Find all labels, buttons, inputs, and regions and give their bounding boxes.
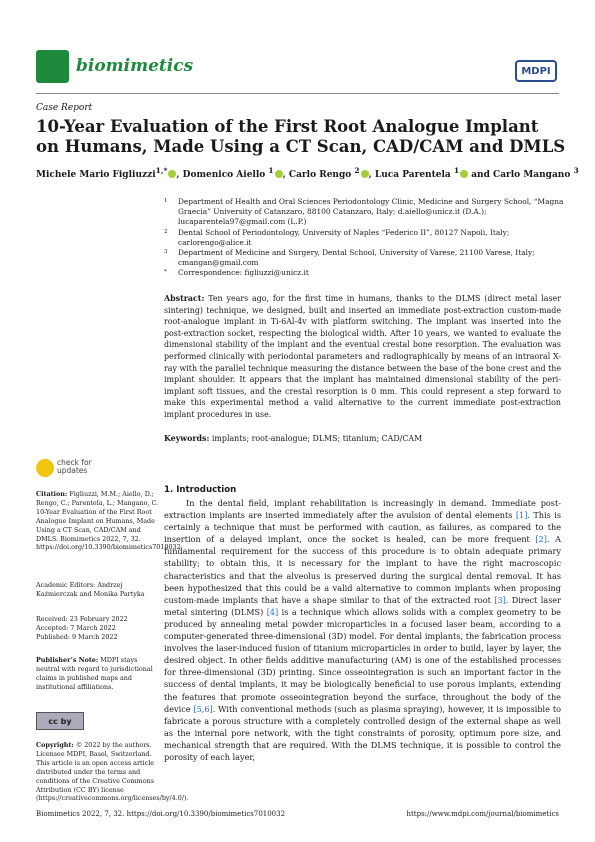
abstract <box>164 293 561 421</box>
citation-label: Citation: <box>36 490 68 498</box>
author-name[interactable]: Domenico Aiello <box>182 170 266 180</box>
reference-link[interactable]: [5,6] <box>193 703 213 714</box>
body-text: . This is certainly a technique that must be performed with caution, as failures, as compared to the insertion of a delayed implant, once the socket is healed, can be more frequent <box>164 510 561 545</box>
page-footer <box>36 810 559 818</box>
author-affil: 2 <box>354 166 360 175</box>
affiliation-row <box>164 228 564 248</box>
citation-text[interactable]: Figliuzzi, M.M.; Aiello, D.; Rengo, C.; Parentela, L.; Mangano, C. 10-Year Evaluation of the First Root Analogue Implant on Humans, Made Using a CT Scan, CAD/CAM and DMLS. Biomimetics 2022, 7, 32. https://doi.org/10.3390/biomimetics7010032 <box>36 490 181 552</box>
correspondence-text: Correspondence: figliuzzi@unicz.it <box>178 268 309 278</box>
affiliation-text: Department of Health and Oral Sciences Periodontology Clinic, Medicine and Surgery School, “Magna Graecia” University of Catanzaro, 88100 Catanzaro, Italy; d.aiello@unicz.it (D.A.); lucaparentela97@gmail.com (L.P.) <box>178 197 564 227</box>
affiliation-text: Department of Medicine and Surgery, Dental School, University of Varese, 21100 Varese, Italy; cmangan@gmail.com <box>178 248 535 268</box>
keywords <box>164 434 561 443</box>
affiliation-number: 1 <box>164 198 168 204</box>
author-name[interactable]: Carlo Rengo <box>288 170 352 180</box>
orcid-icon[interactable] <box>275 170 283 178</box>
orcid-icon[interactable] <box>361 170 369 178</box>
mdpi-logo: MDPI <box>515 60 557 82</box>
author-affil: 1 <box>268 166 274 175</box>
citation-block <box>36 490 181 552</box>
academic-editors: Academic Editors: Andrzej Kaźmierczak and Monika Partyka <box>36 581 145 598</box>
copyright-block <box>36 741 189 803</box>
reference-link[interactable]: [4] <box>266 606 279 617</box>
orcid-icon[interactable] <box>168 170 176 178</box>
check-updates-label[interactable]: check for updates <box>57 458 92 475</box>
keywords-label: Keywords: <box>164 434 210 443</box>
abstract-label: Abstract: <box>164 294 205 303</box>
body-text: . A fundamental requirement for the success of this procedure is to obtain adequate primary stability; to obtain this, it is necessary for the implant to have the right macroscopic characteristics and that the alveolus is preserved during the surgical dental removal. It has been hypothesized that this could be a valid alternative to common implants when proposing custom-made implants that have a shape similar to that of the extracted root <box>164 534 561 605</box>
author-affil: 3 <box>573 166 579 175</box>
affiliation-row <box>164 248 564 268</box>
abstract-text: Ten years ago, for the first time in humans, thanks to the DLMS (direct metal laser sintering) technique, we designed, built and inserted an immediate post-extraction custom-made root-analogue implant in Ti-6Al-4v with platform switching. The implant was inserted into the post-extraction socket, respecting the biological width. After 10 years, we wanted to evaluate the dimensional stability of the implant and the eventual crestal bone resorption. The evaluation was performed clinically with periodontal parameters and radiographically by means of an intraoral X-ray with the parallel technique measuring the distance between the base of the bone crest and the implant shoulder. It appears that the implant has maintained dimensional stability of the peri-implant soft tissues, and the crestal resorption is 0 mm. This could represent a step forward to make this experimental method a valid alternative to the current immediate post-extraction implant procedures in use. <box>164 294 561 419</box>
footer-citation[interactable]: Biomimetics 2022, 7, 32. https://doi.org/10.3390/biomimetics7010032 <box>36 810 286 818</box>
affiliation-number: 3 <box>164 249 168 256</box>
body-text: is a technique which allows solids with a complex geometry to be produced by annealing metal powder microparticles in a focused laser beam, according to a computer-generated three-dimensional (3D) model. For dental implants, the fabrication process involves the laser-induced fusion of titanium microparticles in order to build, layer by layer, the desired object. In other fields additive manufacturing (AM) is one of the established processes for three-dimensional (3D) printing. Since osseointegration is such an important factor in the success of dental implants, it may be biologically beneficial to use porous implants, extending the features that promote osseointegration beyond the surface, throughout the body of the device <box>164 606 561 714</box>
cc-license-icon[interactable]: cc by <box>36 712 84 730</box>
reference-link[interactable]: [2] <box>535 534 547 545</box>
article-type: Case Report <box>36 103 93 113</box>
body-paragraph <box>164 497 561 763</box>
publisher-note <box>36 656 160 692</box>
article-title: 10-Year Evaluation of the First Root Analogue Implant on Humans, Made Using a CT Scan, CAD/CAM and DMLS <box>36 117 566 156</box>
received-date: Received: 23 February 2022 <box>36 615 128 623</box>
body-text: In the dental field, implant rehabilitation is increasingly in demand. Immediate post-extraction implants are inserted immediately after the avulsion of dental elements <box>164 498 561 521</box>
header-divider <box>36 93 559 94</box>
author-name[interactable]: Carlo Mangano <box>493 170 571 180</box>
section-heading: 1. Introduction <box>164 485 237 495</box>
journal-name: biomimetics <box>76 56 194 76</box>
affiliation-row <box>164 197 564 228</box>
author-affil: 1 <box>453 166 460 175</box>
affiliation-number: * <box>164 269 167 276</box>
copyright-text: © 2022 by the authors. Licensee MDPI, Basel, Switzerland. This article is an open access article distributed under the terms and conditions of the Creative Commons Attribution (CC BY) license (https://creativecommons.org/licenses/by/4.0/). <box>36 741 189 803</box>
reference-link[interactable]: [3] <box>494 594 506 605</box>
author-list: Michele Mario Figliuzzi$^{1,*}$ , Domenico Aiello $^1$ , Carlo Rengo $^2$ , Luca Parentela $^1$ and Carlo Mangano $^3$ <box>36 166 579 180</box>
journal-logo-icon <box>36 50 69 83</box>
body-text: . With conventional methods (such as plasma spraying), however, it is impossible to fabricate a porous structure with a completely controlled design of the external shape as well as the internal pore network, with the tight constraints of porosity, optimum pore size, and mechanical strength that are required. With the DLMS technique, it is possible to control the porosity of each layer, <box>164 703 562 762</box>
publisher-note-label: Publisher’s Note: <box>36 656 99 664</box>
author-affil: 1,* <box>155 166 168 175</box>
affiliation-number: 2 <box>164 228 168 235</box>
reference-link[interactable]: [1] <box>515 510 528 521</box>
affiliation-text: Dental School of Periodontology, University of Naples “Federico II”, 80127 Napoli, Italy; carlorengo@alice.it <box>178 227 510 247</box>
check-updates-icon[interactable] <box>36 459 54 477</box>
copyright-label: Copyright: <box>36 741 74 749</box>
orcid-icon[interactable] <box>460 170 468 178</box>
published-date: Published: 9 March 2022 <box>36 633 118 641</box>
author-name[interactable]: Luca Parentela <box>374 170 451 180</box>
keywords-text: implants; root-analogue; DLMS; titanium; CAD/CAM <box>211 434 423 443</box>
author-name[interactable]: Michele Mario Figliuzzi <box>36 170 156 180</box>
footer-journal-url[interactable]: https://www.mdpi.com/journal/biomimetics <box>406 810 559 818</box>
accepted-date: Accepted: 7 March 2022 <box>36 624 116 632</box>
correspondence-row <box>164 268 564 278</box>
affiliations <box>164 197 564 279</box>
publisher-note-text: MDPI stays neutral with regard to jurisdictional claims in published maps and institutional affiliations. <box>36 656 153 691</box>
body-text: . Direct laser metal sintering (DLMS) <box>164 594 561 617</box>
